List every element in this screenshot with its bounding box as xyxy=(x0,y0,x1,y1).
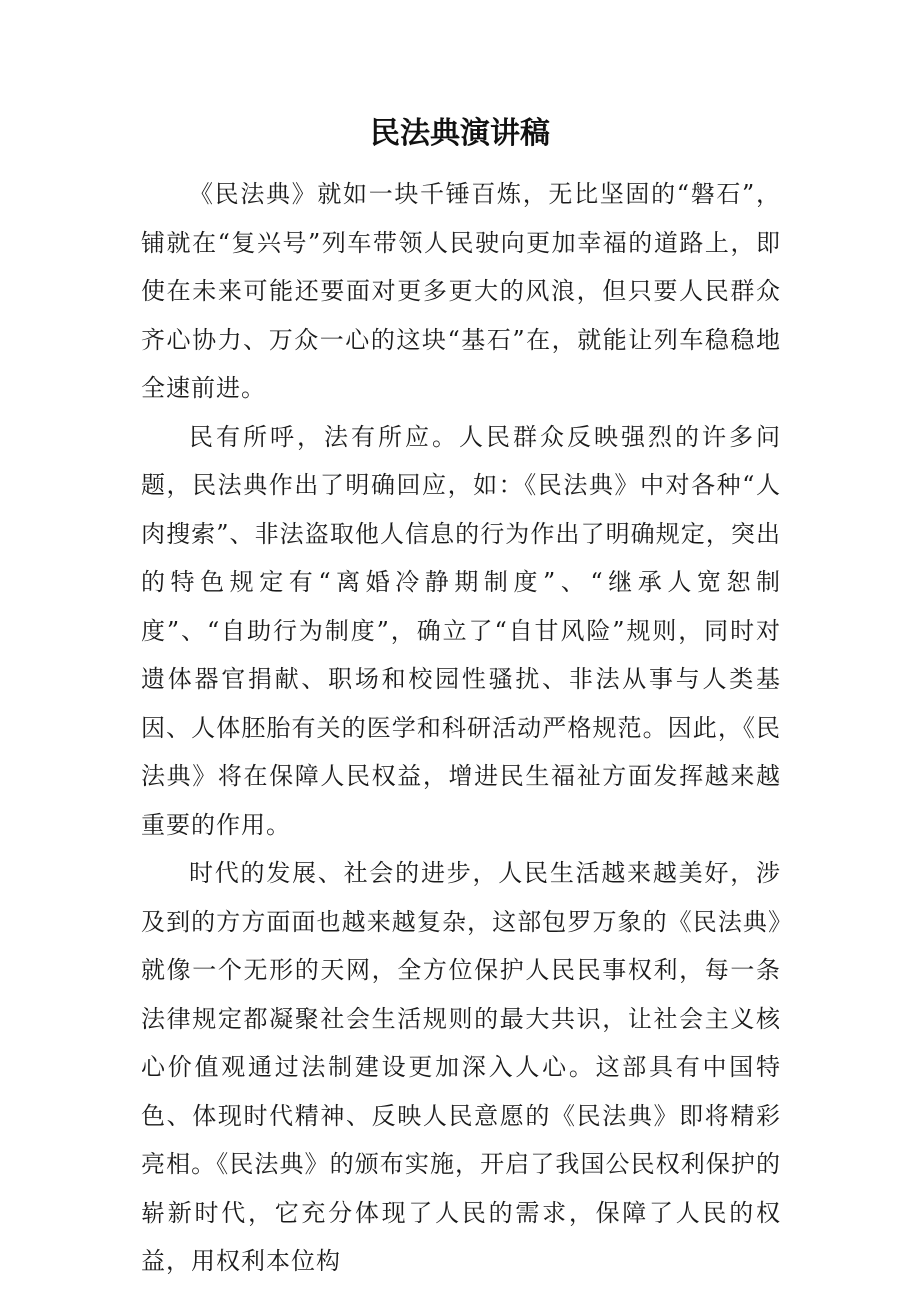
paragraph-2: 民有所呼，法有所应。人民群众反映强烈的许多问题，民法典作出了明确回应，如：《民法典》中对各种“人肉搜索”、非法盗取他人信息的行为作出了明确规定，突出的特色规定有“离婚冷静期制度”、“继承人宽恕制度”、“自助行为制度”，确立了“自甘风险”规则，同时对遗体器官捐献、职场和校园性骚扰、非法从事与人类基因、人体胚胎有关的医学和科研活动严格规范。因此，《民法典》将在保障人民权益，增进民生福祉方面发挥越来越重要的作用。 xyxy=(141,422,781,839)
paragraph-3: 时代的发展、社会的进步，人民生活越来越美好，涉及到的方方面面也越来越复杂，这部包罗万象的《民法典》就像一个无形的天网，全方位保护人民民事权利，每一条法律规定都凝聚社会生活规则的最大共识，让社会主义核心价值观通过法制建设更加深入人心。这部具有中国特色、体现时代精神、反映人民意愿的《民法典》即将精彩亮相。《民法典》的颁布实施，开启了我国公民权利保护的崭新时代，它充分体现了人民的需求，保障了人民的权益，用权利本位构 xyxy=(141,859,781,1275)
document-body xyxy=(141,170,781,1286)
paragraph-1: 《民法典》就如一块千锤百炼，无比坚固的“磐石”，铺就在“复兴号”列车带领人民驶向更加幸福的道路上，即使在未来可能还要面对更多更大的风浪，但只要人民群众齐心协力、万众一心的这块“基石”在，就能让列车稳稳地全速前进。 xyxy=(141,180,781,402)
document-title: 民法典演讲稿 xyxy=(370,116,550,151)
